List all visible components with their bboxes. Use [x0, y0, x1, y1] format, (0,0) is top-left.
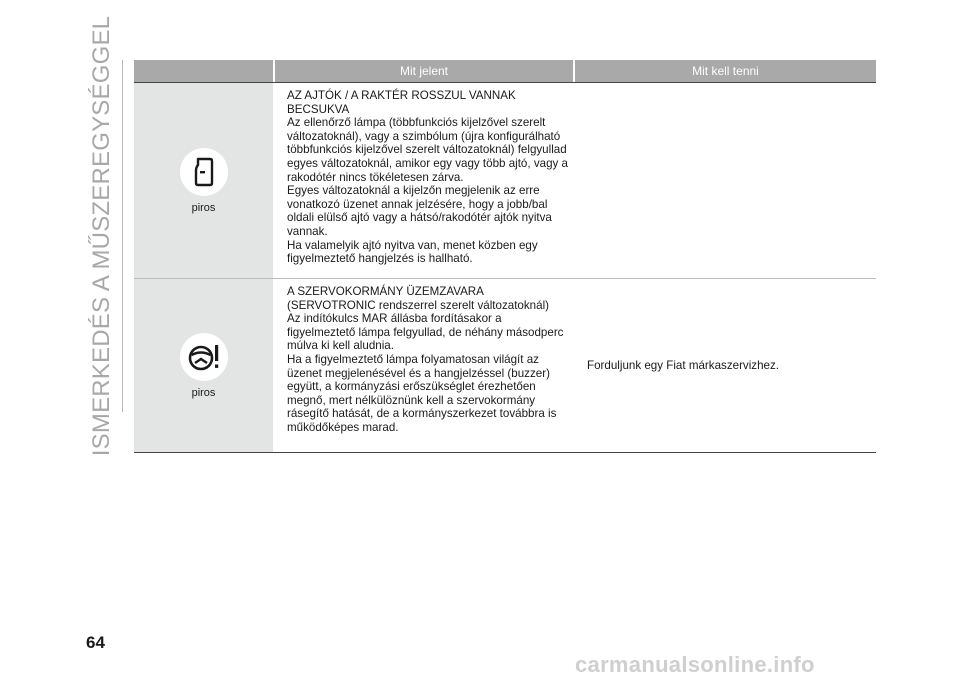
meaning-paragraph: Ha a figyelmeztető lámpa folyamatosan világít az üzenet megjelenésével és a hangjelzéssel (buzzer) együtt, a kormányzási erőszükséglet érezhetően megnő, mert nélkülöznünk kell a szervokormány rásegítő hatását, de a kormányszerkezet továbbra is működőképes marad.	[287, 352, 557, 434]
icon-cell	[134, 279, 273, 452]
meaning-paragraph: Az indítókulcs MAR állásba fordításakor a figyelmeztető lámpa felgyullad, de néhány másodperc múlva ki kell aludnia.	[287, 312, 564, 353]
table-row	[134, 279, 876, 452]
meaning-title: A SZERVOKORMÁNY ÜZEMZAVARA (SERVOTRONIC rendszerrel szerelt változatoknál)	[287, 285, 550, 312]
meaning-title: AZ AJTÓK / A RAKTÉR ROSSZUL VANNAK BECSUKVA	[287, 89, 516, 116]
warning-lights-table	[134, 60, 876, 453]
meaning-cell	[275, 83, 573, 278]
meaning-paragraph: Ha valamelyik ajtó nyitva van, menet közben egy figyelmeztető hangjelzés is hallható.	[287, 238, 538, 266]
table-header	[134, 60, 876, 82]
header-meaning: Mit jelent	[275, 60, 573, 82]
meaning-paragraph: Egyes változatoknál a kijelzőn megjelenik az erre vonatkozó üzenet annak jelzésére, hogy a jobb/bal oldali elülső ajtó vagy a hátsó/rakodótér ajtók nyitva vannak.	[287, 184, 552, 238]
action-cell	[575, 83, 876, 278]
table-row	[134, 83, 876, 278]
lamp-color-label: piros	[191, 386, 216, 399]
page-number: 64	[86, 633, 105, 652]
action-cell: Forduljunk egy Fiat márkaszervizhez.	[587, 359, 780, 372]
header-action: Mit kell tenni	[575, 60, 876, 82]
chapter-side-title: ISMERKEDÉS A MŰSZEREGYSÉGGEL	[88, 15, 116, 457]
watermark: carmanualsonline.info	[575, 652, 815, 677]
chapter-divider-line	[122, 60, 123, 412]
meaning-cell	[275, 279, 573, 452]
lamp-color-label: piros	[191, 201, 216, 214]
icon-cell	[134, 83, 273, 278]
steering-wheel-warning-icon	[180, 333, 228, 381]
header-icon-column	[134, 60, 273, 82]
meaning-paragraph: Az ellenőrző lámpa (többfunkciós kijelzővel szerelt változatoknál), vagy a szimbólum (újra konfigurálható többfunkciós kijelzővel szerelt változatoknál) felgyullad egyes változatoknál, amikor egy vagy több ajtó, vagy a rakodótér nincs tökéletesen zárva.	[287, 116, 568, 184]
door-open-icon	[180, 148, 228, 196]
table-bottom-divider	[134, 452, 876, 453]
